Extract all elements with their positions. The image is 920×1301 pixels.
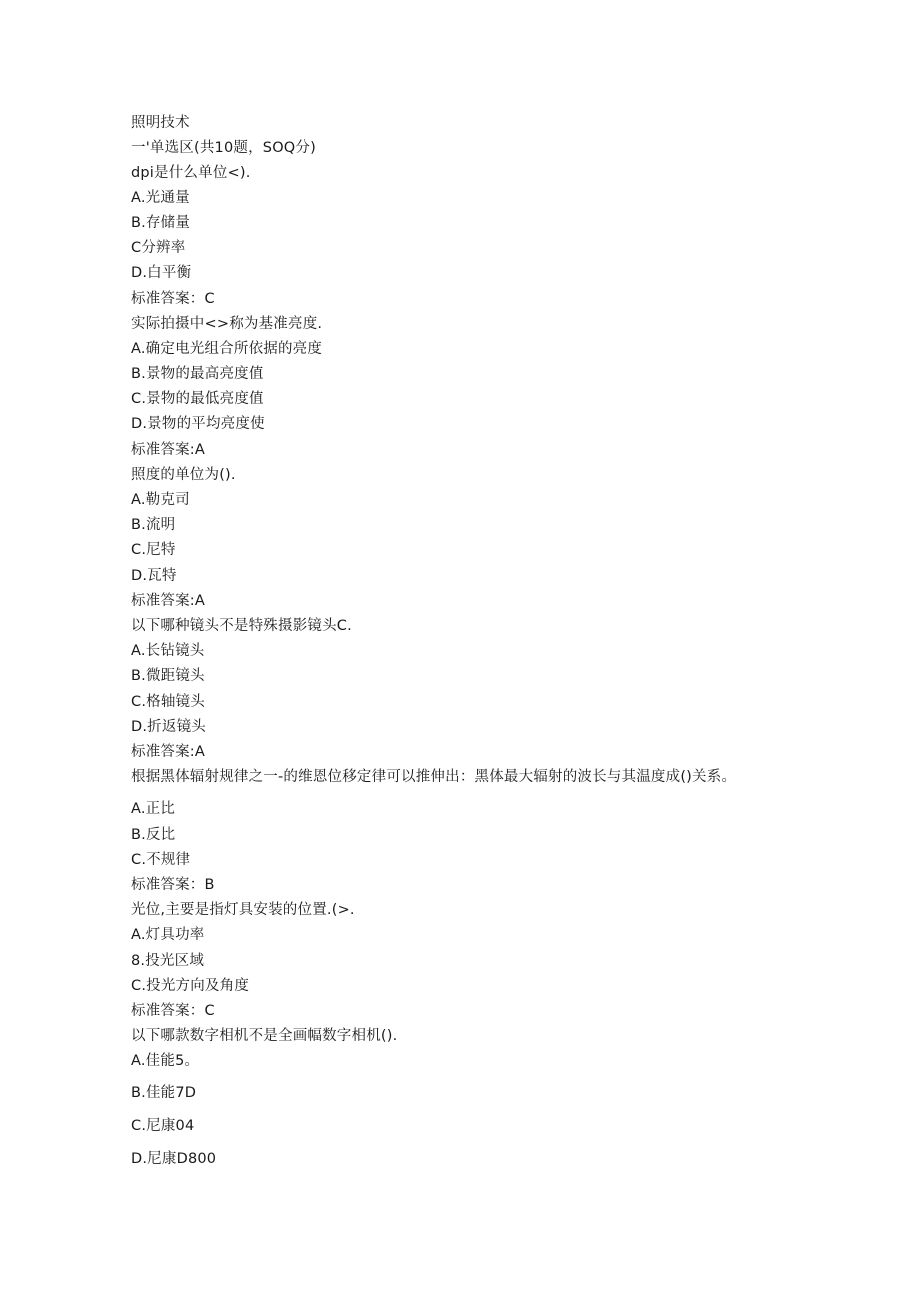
question-4-option-d: D.折返镜头 [131,719,206,735]
question-4-option-c: C.格轴镜头 [131,694,205,710]
question-5-option-c: C.不规律 [131,852,191,868]
question-3-option-c: C.尼特 [131,542,176,558]
question-7-option-b: B.佳能7D [131,1085,197,1101]
question-3-answer: 标准答案:A [131,593,206,609]
question-4-answer: 标准答案:A [131,744,206,760]
question-1-stem: dpi是什么单位<). [131,165,251,181]
question-7-option-d: D.尼康D800 [131,1151,217,1167]
question-4-option-b: B.微距镜头 [131,668,205,684]
question-2-option-d: D.景物的平均亮度使 [131,416,265,432]
question-2-stem: 实际拍摄中<>称为基准亮度. [131,316,323,332]
question-1-option-c: C分辨率 [131,240,186,256]
question-5-stem: 根据黑体辐射规律之一-的维恩位移定律可以推伸出：黑体最大辐射的波长与其温度成()关系。 [131,769,737,785]
question-2-answer: 标准答案:A [131,442,206,458]
question-1-option-d: D.白平衡 [131,265,192,281]
question-2-option-c: C.景物的最低亮度值 [131,391,264,407]
question-3-stem: 照度的单位为(). [131,467,236,483]
question-7-option-a: A.佳能5。 [131,1053,200,1069]
question-6-answer: 标准答案：C [131,1003,215,1019]
question-6-option-a: A.灯具功率 [131,927,205,943]
question-7-stem: 以下哪款数字相机不是全画幅数字相机(). [131,1028,398,1044]
question-2-option-b: B.景物的最高亮度值 [131,366,264,382]
question-6-option-b: 8.投光区域 [131,953,205,969]
question-7-option-c: C.尼康04 [131,1118,195,1134]
question-3-option-b: B.流明 [131,517,176,533]
question-3-option-d: D.瓦特 [131,568,177,584]
question-5-answer: 标准答案：B [131,877,215,893]
question-5-option-a: A.正比 [131,801,176,817]
question-4-option-a: A.长钻镜头 [131,643,205,659]
question-3-option-a: A.勒克司 [131,492,190,508]
question-6-option-c: C.投光方向及角度 [131,978,250,994]
question-1-option-b: B.存储量 [131,215,191,231]
question-1-option-a: A.光通量 [131,190,190,206]
question-4-stem: 以下哪种镜头不是特殊摄影镜头C. [131,618,352,634]
question-6-stem: 光位,主要是指灯具安装的位置.(>. [131,902,355,918]
question-2-option-a: A.确定电光组合所依据的亮度 [131,341,323,357]
document-title: 照明技术 [131,115,190,131]
question-5-option-b: B.反比 [131,827,176,843]
question-1-answer: 标准答案：C [131,291,215,307]
section-heading: 一'单选区(共10题，SOQ分) [131,140,316,156]
